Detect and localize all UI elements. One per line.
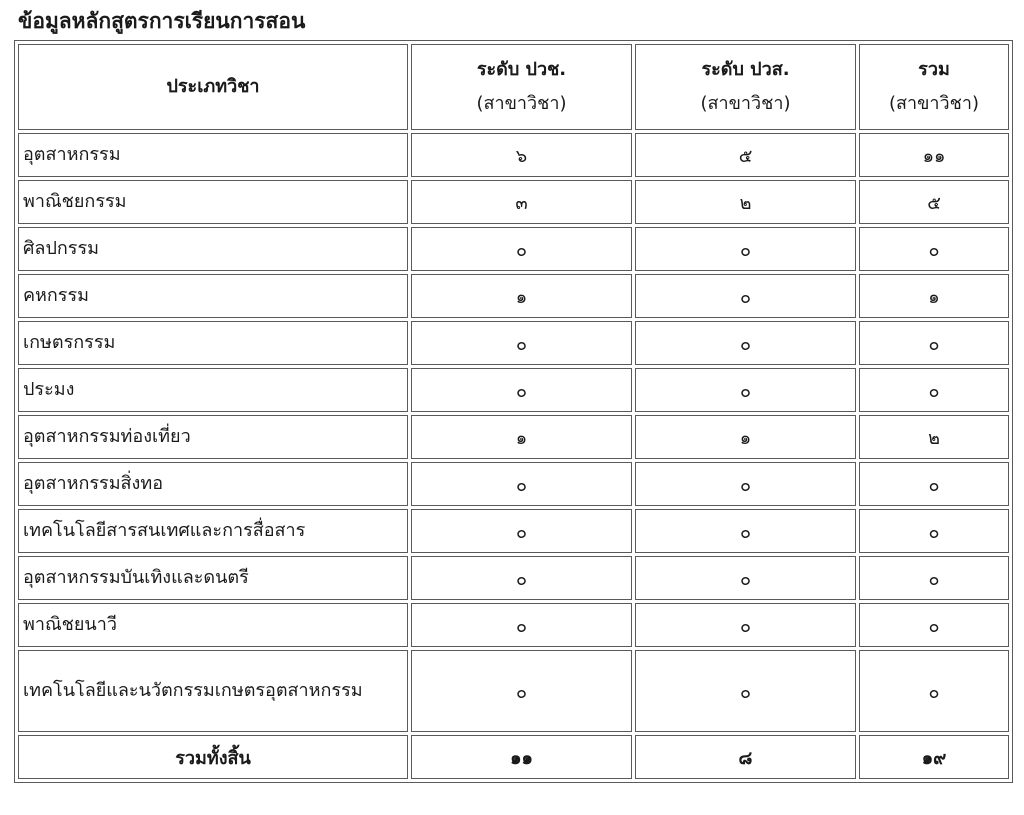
total-cell: ๑๑ [859, 133, 1009, 177]
pvs-cell: ๒ [635, 180, 856, 224]
table-row [18, 133, 1009, 177]
subject-cell: อุตสาหกรรมบันเทิงและดนตรี [18, 556, 408, 600]
pvc-cell: ๐ [411, 556, 632, 600]
pvs-cell: ๐ [635, 274, 856, 318]
table-row [18, 321, 1009, 365]
pvc-cell: ๑ [411, 415, 632, 459]
total-cell: ๐ [859, 556, 1009, 600]
table-row [18, 368, 1009, 412]
header-pvs-line2: (สาขาวิชา) [700, 93, 791, 114]
table-row [18, 227, 1009, 271]
header-pvc-line2: (สาขาวิชา) [476, 93, 567, 114]
total-cell: ๐ [859, 603, 1009, 647]
grand-total-pvs: ๘ [635, 735, 856, 779]
subject-cell: ประมง [18, 368, 408, 412]
table-row [18, 650, 1009, 732]
pvc-cell: ๐ [411, 509, 632, 553]
curriculum-table [14, 40, 1013, 783]
grand-total-label: รวมทั้งสิ้น [18, 735, 408, 779]
pvs-cell: ๐ [635, 462, 856, 506]
header-pvs [635, 44, 856, 130]
total-cell: ๐ [859, 321, 1009, 365]
table-row [18, 509, 1009, 553]
pvs-cell: ๑ [635, 415, 856, 459]
total-cell: ๐ [859, 509, 1009, 553]
header-subject-type: ประเภทวิชา [18, 44, 408, 130]
table-row [18, 415, 1009, 459]
pvs-cell: ๕ [635, 133, 856, 177]
pvs-cell: ๐ [635, 603, 856, 647]
pvc-cell: ๑ [411, 274, 632, 318]
table-row [18, 274, 1009, 318]
pvs-cell: ๐ [635, 321, 856, 365]
pvs-cell: ๐ [635, 368, 856, 412]
total-cell: ๐ [859, 368, 1009, 412]
table-row [18, 462, 1009, 506]
pvs-cell: ๐ [635, 509, 856, 553]
total-cell: ๑ [859, 274, 1009, 318]
pvc-cell: ๓ [411, 180, 632, 224]
subject-cell: ศิลปกรรม [18, 227, 408, 271]
pvc-cell: ๐ [411, 603, 632, 647]
pvc-cell: ๖ [411, 133, 632, 177]
grand-total-pvc: ๑๑ [411, 735, 632, 779]
pvc-cell: ๐ [411, 650, 632, 732]
table-header-row [18, 44, 1009, 130]
subject-cell: คหกรรม [18, 274, 408, 318]
pvs-cell: ๐ [635, 556, 856, 600]
header-total-line2: (สาขาวิชา) [889, 93, 979, 114]
header-pvc [411, 44, 632, 130]
table-row [18, 556, 1009, 600]
total-cell: ๐ [859, 227, 1009, 271]
grand-total-total: ๑๙ [859, 735, 1009, 779]
total-cell: ๐ [859, 650, 1009, 732]
pvs-cell: ๐ [635, 227, 856, 271]
header-total [859, 44, 1009, 130]
page-title: ข้อมูลหลักสูตรการเรียนการสอน [18, 9, 306, 33]
subject-cell: พาณิชยนาวี [18, 603, 408, 647]
header-pvs-line1: ระดับ ปวส. [701, 59, 790, 80]
grand-total-row [18, 735, 1009, 779]
total-cell: ๐ [859, 462, 1009, 506]
total-cell: ๕ [859, 180, 1009, 224]
subject-cell: เทคโนโลยีสารสนเทศและการสื่อสาร [18, 509, 408, 553]
pvc-cell: ๐ [411, 321, 632, 365]
subject-cell: อุตสาหกรรมท่องเที่ยว [18, 415, 408, 459]
subject-cell: อุตสาหกรรมสิ่งทอ [18, 462, 408, 506]
subject-cell: อุตสาหกรรม [18, 133, 408, 177]
table-row [18, 603, 1009, 647]
subject-cell: พาณิชยกรรม [18, 180, 408, 224]
header-total-line1: รวม [918, 59, 950, 80]
pvc-cell: ๐ [411, 368, 632, 412]
pvs-cell: ๐ [635, 650, 856, 732]
subject-cell: เทคโนโลยีและนวัตกรรมเกษตรอุตสาหกรรม [18, 650, 408, 732]
subject-cell: เกษตรกรรม [18, 321, 408, 365]
header-pvc-line1: ระดับ ปวช. [476, 59, 567, 80]
table-row [18, 180, 1009, 224]
pvc-cell: ๐ [411, 227, 632, 271]
total-cell: ๒ [859, 415, 1009, 459]
pvc-cell: ๐ [411, 462, 632, 506]
